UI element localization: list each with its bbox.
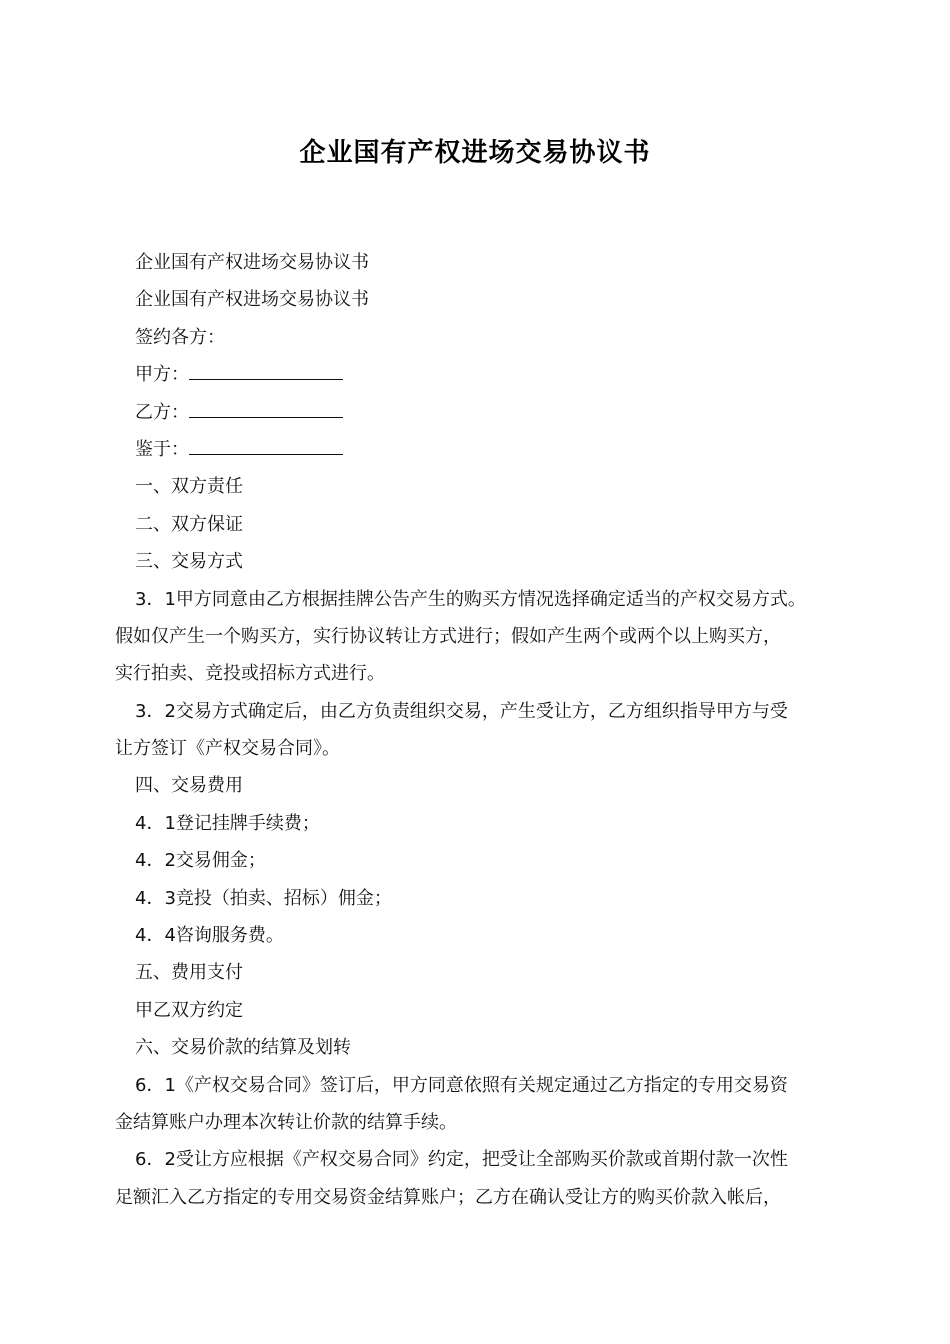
document-body (115, 244, 845, 1216)
body-line: 企业国有产权进场交易协议书 (135, 252, 369, 273)
body-line: 企业国有产权进场交易协议书 (135, 289, 369, 311)
document-title: 企业国有产权进场交易协议书 (299, 138, 651, 168)
clause-line: 4．4咨询服务费。 (135, 925, 284, 947)
clause-line: 让方签订《产权交易合同》。 (115, 738, 340, 760)
section-heading: 一、双方责任 (135, 476, 243, 498)
clause-line: 3．1甲方同意由乙方根据挂牌公告产生的购买方情况选择确定适当的产权交易方式。 (135, 588, 806, 610)
party-b-line (115, 394, 845, 431)
section-heading: 六、交易价款的结算及划转 (135, 1037, 351, 1059)
party-a-blank (189, 365, 343, 380)
clause-line: 4．1登记挂牌手续费； (135, 812, 320, 834)
party-a-label: 甲方： (135, 364, 189, 386)
party-a-line (115, 356, 845, 393)
clause-line: 足额汇入乙方指定的专用交易资金结算账户；乙方在确认受让方的购买价款入帐后， (115, 1186, 781, 1208)
clause-line: 假如仅产生一个购买方，实行协议转让方式进行；假如产生两个或两个以上购买方， (115, 625, 781, 647)
signing-parties-heading: 签约各方： (135, 326, 225, 348)
whereas-blank (189, 440, 343, 455)
clause-line: 实行拍卖、竞投或招标方式进行。 (115, 663, 385, 685)
clause-line: 4．2交易佣金； (135, 850, 266, 872)
whereas-line (115, 431, 845, 468)
clause-line: 金结算账户办理本次转让价款的结算手续。 (115, 1111, 457, 1133)
clause-line: 3．2交易方式确定后，由乙方负责组织交易，产生受让方，乙方组织指导甲方与受 (135, 700, 788, 722)
section-heading: 二、双方保证 (135, 513, 243, 535)
party-b-label: 乙方： (135, 401, 189, 423)
section-heading: 三、交易方式 (135, 551, 243, 573)
whereas-label: 鉴于： (135, 438, 189, 460)
party-b-blank (189, 403, 343, 418)
clause-line: 4．3竞投（拍卖、招标）佣金； (135, 887, 392, 909)
clause-line: 甲乙双方约定 (135, 999, 243, 1021)
clause-line: 6．2受让方应根据《产权交易合同》约定，把受让全部购买价款或首期付款一次性 (135, 1149, 788, 1171)
clause-line: 6．1《产权交易合同》签订后，甲方同意依照有关规定通过乙方指定的专用交易资 (135, 1074, 788, 1096)
section-heading: 五、费用支付 (135, 962, 243, 984)
section-heading: 四、交易费用 (135, 775, 243, 797)
